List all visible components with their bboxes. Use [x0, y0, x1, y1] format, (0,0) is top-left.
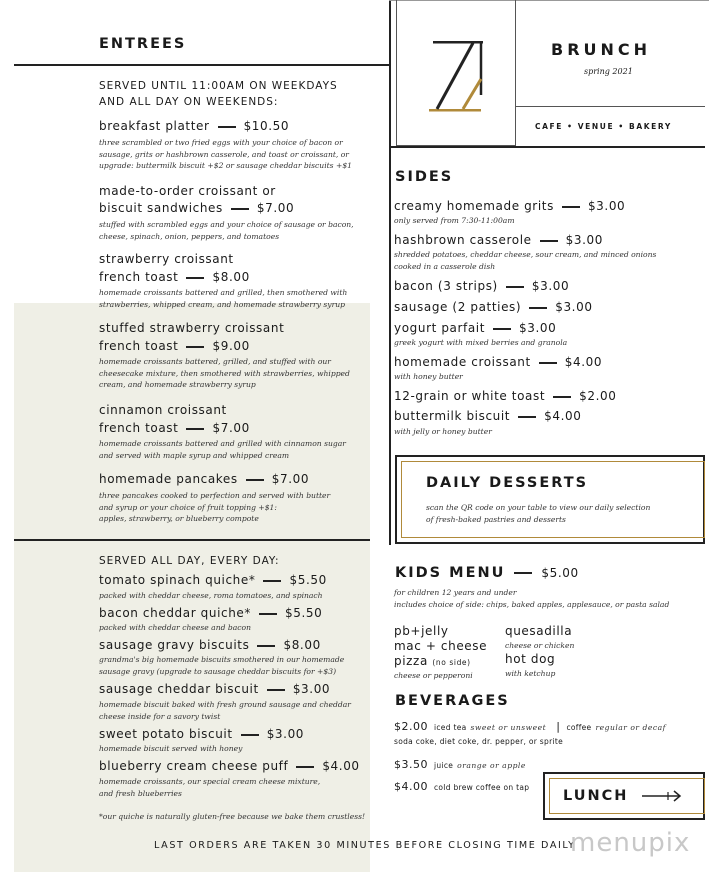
- item-desc: homemade croissants, our special cream cheese mixture, and fresh blueberries: [99, 777, 321, 798]
- side-item: buttermilk biscuit $4.00: [394, 409, 582, 423]
- side-item: hashbrown casserole $3.00: [394, 233, 604, 247]
- menu-item: biscuit sandwiches $7.00: [99, 201, 295, 215]
- desserts-box-inner: [401, 461, 705, 538]
- beverage-row: $2.00 iced tea sweet or unsweet | coffee regular or decaf: [394, 720, 666, 733]
- header-tagline-line: [515, 106, 705, 107]
- item-desc: packed with cheddar cheese and bacon: [99, 623, 251, 632]
- header-bottom-line: [389, 146, 705, 148]
- beverage-row: soda coke, diet coke, dr. pepper, or sprite: [394, 737, 563, 746]
- menu-item: french toast $7.00: [99, 421, 250, 435]
- menu-item: french toast $8.00: [99, 270, 250, 284]
- menu-item-line1: stuffed strawberry croissant: [99, 321, 285, 335]
- kids-item: pizza (no side): [394, 654, 471, 668]
- menu-item: bacon cheddar quiche* $5.50: [99, 606, 323, 620]
- side-item: homemade croissant $4.00: [394, 355, 603, 369]
- tagline: CAFE • VENUE • BAKERY: [535, 122, 672, 131]
- menu-item-line1: strawberry croissant: [99, 252, 234, 266]
- entrees-note-2: AND ALL DAY ON WEEKENDS:: [99, 96, 279, 108]
- menu-item-line1: cinnamon croissant: [99, 403, 227, 417]
- watermark: menupix: [570, 828, 691, 858]
- desserts-title: DAILY DESSERTS: [426, 475, 589, 491]
- kids-item: quesadilla: [505, 624, 573, 638]
- kids-item: hot dog: [505, 652, 556, 666]
- desserts-desc: scan the QR code on your table to view our daily selection of fresh-baked pastries and desserts: [426, 503, 651, 524]
- lunch-label: LUNCH: [563, 788, 629, 804]
- item-desc: packed with cheddar cheese, roma tomatoes, and spinach: [99, 591, 323, 600]
- kids-price: $5.00: [541, 566, 579, 580]
- item-desc: homemade croissants battered and grilled with cinnamon sugar and served with maple syrup and whipped cream: [99, 439, 346, 460]
- menu-item: french toast $9.00: [99, 339, 250, 353]
- item-desc: homemade biscuit baked with fresh ground sausage and cheddar cheese inside for a savory twist: [99, 700, 351, 721]
- side-item: creamy homemade grits $3.00: [394, 199, 626, 213]
- kids-item: mac + cheese: [394, 639, 488, 653]
- item-desc: cheese or chicken: [505, 641, 575, 650]
- sides-title: SIDES: [395, 169, 454, 185]
- entrees-underline: [14, 64, 390, 66]
- side-item: sausage (2 patties) $3.00: [394, 300, 593, 314]
- side-item: yogurt parfait $3.00: [394, 321, 557, 335]
- menu-item: blueberry cream cheese puff $4.00: [99, 759, 360, 773]
- item-desc: stuffed with scrambled eggs and your choice of sausage or bacon, cheese, spinach, onion, peppers, and tomatoes: [99, 220, 354, 241]
- beverage-row: $3.50 juice orange or apple: [394, 758, 526, 771]
- item-desc: homemade croissants battered and grilled, then smothered with strawberries, whipped cream, and homemade strawberry syrup: [99, 288, 348, 309]
- season-label: spring 2021: [584, 67, 633, 76]
- item-desc: grandma's big homemade biscuits smothered in our homemade sausage gravy (upgrade to sausage cheddar biscuits for +$3): [99, 655, 345, 676]
- side-item: 12-grain or white toast $2.00: [394, 389, 617, 403]
- kids-desc: for children 12 years and under includes choice of side: chips, baked apples, applesauce, or pasta salad: [394, 588, 670, 609]
- item-desc: only served from 7:30-11:00am: [394, 216, 515, 225]
- item-desc: homemade croissants battered, grilled, and stuffed with our cheesecake mixture, then smothered with strawberries, whipped cream, and homemade strawberry syrup: [99, 357, 350, 389]
- side-item: bacon (3 strips) $3.00: [394, 279, 570, 293]
- beverage-row: $4.00 cold brew coffee on tap: [394, 780, 530, 793]
- kids-title: KIDS MENU: [395, 565, 506, 581]
- entrees-note-1: SERVED UNTIL 11:00AM ON WEEKDAYS: [99, 80, 338, 92]
- item-desc: homemade biscuit served with honey: [99, 744, 243, 753]
- item-desc: with jelly or honey butter: [394, 427, 492, 436]
- arrow-right-icon: [640, 788, 686, 804]
- kids-item: pb+jelly: [394, 624, 449, 638]
- allday-divider: [14, 539, 370, 541]
- menu-item: sweet potato biscuit $3.00: [99, 727, 305, 741]
- menu-item: tomato spinach quiche* $5.50: [99, 573, 327, 587]
- menu-item: homemade pancakes $7.00: [99, 472, 310, 486]
- entrees-title: ENTREES: [99, 36, 187, 52]
- item-desc: greek yogurt with mixed berries and granola: [394, 338, 568, 347]
- kids-title-row: [395, 562, 579, 581]
- item-desc: with ketchup: [505, 669, 556, 678]
- item-desc: cheese or pepperoni: [394, 671, 473, 680]
- closing-footer: LAST ORDERS ARE TAKEN 30 MINUTES BEFORE CLOSING TIME DAILY: [154, 840, 576, 851]
- menu-item-line1: made-to-order croissant or: [99, 184, 276, 198]
- item-desc: three pancakes cooked to perfection and served with butter and syrup or your choice of fruit topping +$1: apples, strawberry, or blueberry compote: [99, 491, 331, 523]
- item-desc: shredded potatoes, cheddar cheese, sour cream, and minced onions cooked in a casserole dish: [394, 250, 657, 271]
- item-desc: with honey butter: [394, 372, 463, 381]
- brunch-title: BRUNCH: [551, 40, 652, 59]
- menu-item: breakfast platter $10.50: [99, 119, 290, 133]
- z-logo-icon: [427, 39, 485, 113]
- beverages-title: BEVERAGES: [395, 693, 510, 709]
- quiche-footnote: *our quiche is naturally gluten-free because we bake them crustless!: [99, 812, 366, 821]
- menu-item: sausage cheddar biscuit $3.00: [99, 682, 331, 696]
- item-desc: three scrambled or two fried eggs with your choice of bacon or sausage, grits or hashbrown casserole, and toast or croissant, or upgrade: buttermilk biscuit +$2 or sausage cheddar biscuits +$1: [99, 138, 353, 170]
- menu-item: sausage gravy biscuits $8.00: [99, 638, 321, 652]
- divider-vertical: [389, 0, 391, 545]
- allday-note: SERVED ALL DAY, EVERY DAY:: [99, 555, 280, 567]
